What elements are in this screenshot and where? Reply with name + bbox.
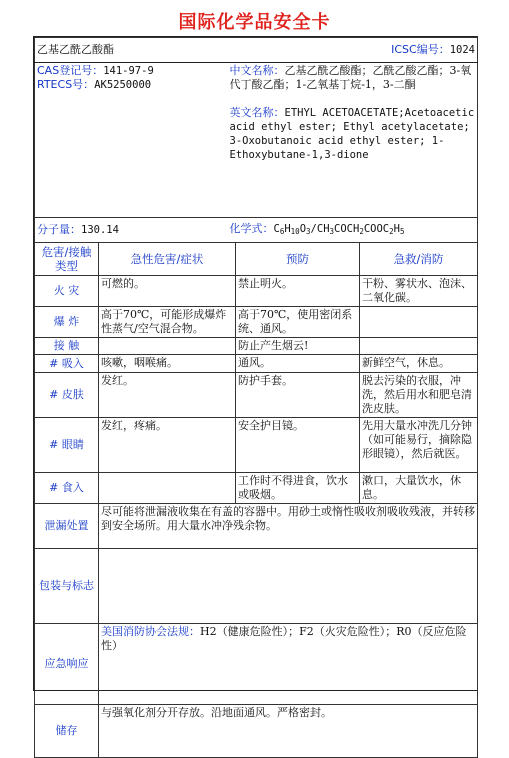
- rtecs-value: AK5250000: [94, 79, 152, 91]
- formula-element: H: [393, 222, 400, 235]
- hazard-type: # 眼睛: [35, 418, 99, 473]
- cas-line: [37, 64, 234, 78]
- hazard-symptoms: [99, 338, 236, 355]
- icsc-label: ICSC编号：: [391, 43, 450, 56]
- hazard-row-skin: [35, 373, 478, 418]
- hazard-prevention: 通风。: [236, 355, 360, 373]
- hazard-symptoms: 可燃的。: [99, 276, 236, 307]
- safety-card: [33, 36, 478, 737]
- formula-element: /CH: [310, 222, 330, 235]
- hazard-symptoms: 高于70℃，可能形成爆炸性蒸气/空气混合物。: [99, 307, 236, 338]
- identity-row: [35, 63, 478, 218]
- hazard-prevention: 防护手套。: [236, 373, 360, 418]
- formula-subscript: 5: [399, 226, 405, 236]
- hazard-symptoms: [99, 473, 236, 504]
- formula-subscript: 3: [329, 226, 335, 236]
- hazard-prevention: 防止产生烟云!: [236, 338, 360, 355]
- formula-element: COCH: [334, 222, 360, 235]
- emergency-prefix: 美国消防协会法规：: [101, 625, 200, 638]
- emergency-row: [35, 624, 478, 705]
- mw-value: 130.14: [81, 224, 119, 236]
- header-row: [35, 38, 478, 63]
- cas-label: CAS登记号：: [37, 64, 104, 77]
- cas-value: 141-97-9: [103, 65, 154, 77]
- hazard-symptoms: 发红，疼痛。: [99, 418, 236, 473]
- hazard-type-header: 危害/接触类型: [35, 243, 99, 276]
- hazard-first-aid: 干粉、雾状水、泡沫、二氧化碳。: [360, 276, 478, 307]
- first-aid-header: 急救/消防: [360, 243, 478, 276]
- hazard-prevention: 高于70℃，使用密闭系统、通风。: [236, 307, 360, 338]
- mw-label: 分子量：: [37, 223, 81, 236]
- cn-name-value: 乙基乙酰乙酸酯；乙酰乙酸乙酯；3-氧代丁酸乙酯；1-乙氧基丁烷-1，3-二酮: [229, 64, 472, 91]
- prevention-header: 预防: [236, 243, 360, 276]
- formula-subscript: 3: [306, 226, 311, 236]
- emergency-label: 应急响应: [35, 624, 99, 705]
- icsc-number: [391, 43, 475, 57]
- hazard-first-aid: [360, 338, 478, 355]
- hazard-type: # 皮肤: [35, 373, 99, 418]
- hazard-row-ingestion: [35, 473, 478, 504]
- formula-element: COOC: [363, 222, 390, 235]
- formula-subscript: 2: [389, 226, 394, 236]
- chemical-formula: [274, 223, 405, 235]
- packaging-label: 包装与标志: [35, 549, 99, 624]
- hazard-first-aid: 脱去污染的衣服，冲洗，然后用水和肥皂清洗皮肤。: [360, 373, 478, 418]
- formula-element: C: [273, 222, 280, 235]
- hazard-row-inhalation: [35, 355, 478, 373]
- hazard-prevention: 工作时不得进食，饮水或吸烟。: [236, 473, 360, 504]
- card-title: 国际化学品安全卡: [178, 12, 331, 33]
- spill-row: [35, 504, 478, 549]
- rtecs-line: [37, 78, 234, 92]
- packaging-text: [99, 549, 478, 624]
- hazard-row-explosion: [35, 307, 478, 338]
- hazard-row-eyes: [35, 418, 478, 473]
- formula-subscript: 2: [359, 226, 364, 236]
- cn-name-label: 中文名称：: [229, 64, 285, 77]
- cn-name-block: [230, 64, 476, 92]
- hazard-row-fire: [35, 276, 478, 307]
- formula-subscript: 10: [290, 226, 300, 236]
- spill-label: 泄漏处置: [35, 504, 99, 549]
- hazard-type: # 食入: [35, 473, 99, 504]
- packaging-row: [35, 549, 478, 624]
- hazard-prevention: 禁止明火。: [236, 276, 360, 307]
- formula-row: [35, 218, 478, 243]
- rtecs-label: RTECS号：: [37, 78, 95, 91]
- emergency-text: H2（健康危险性）；F2（火灾危险性）；R0（反应危险性）: [101, 625, 467, 652]
- storage-label: 储存: [35, 705, 99, 758]
- hazard-symptoms: 咳嗽，咽喉痛。: [99, 355, 236, 373]
- formula-element: H: [284, 222, 291, 235]
- hazard-first-aid: 漱口，大量饮水，休息。: [360, 473, 478, 504]
- en-name-value: ETHYL ACETOACETATE;Acetoacetic acid ethyl ester; Ethyl acetylacetate; 3-Oxobutanoic acid ethyl ester; 1-Ethoxybutane-1,3-dione: [229, 107, 475, 161]
- storage-row: [35, 705, 478, 758]
- hazard-first-aid: 先用大量水冲洗几分钟（如可能易行，摘除隐形眼镜），然后就医。: [360, 418, 478, 473]
- hazard-type: # 吸入: [35, 355, 99, 373]
- hazard-row-exposure: [35, 338, 478, 355]
- hazard-symptoms: 发红。: [99, 373, 236, 418]
- hazard-type: 接 触: [35, 338, 99, 355]
- hazard-first-aid: 新鲜空气，休息。: [360, 355, 478, 373]
- hazard-type: 火 灾: [35, 276, 99, 307]
- formula-label: 化学式：: [229, 221, 274, 235]
- chemical-name: 乙基乙酰乙酸酯: [37, 43, 114, 56]
- hazard-header-row: [35, 243, 478, 276]
- icsc-value: 1024: [449, 44, 476, 56]
- formula-element: O: [299, 222, 307, 235]
- hazard-first-aid: [360, 307, 478, 338]
- en-name-label: 英文名称：: [229, 106, 285, 119]
- en-name-block: [230, 106, 476, 162]
- spill-text: 尽可能将泄漏液收集在有盖的容器中。用砂土或惰性吸收剂吸收残液，并转移到安全场所。用大量水冲净残余物。: [99, 504, 478, 549]
- formula-subscript: 6: [279, 226, 285, 236]
- symptoms-header: 急性危害/症状: [99, 243, 236, 276]
- hazard-prevention: 安全护目镜。: [236, 418, 360, 473]
- storage-text: 与强氧化剂分开存放。沿地面通风。严格密封。: [99, 705, 478, 758]
- hazard-type: 爆 炸: [35, 307, 99, 338]
- card-table: [34, 37, 478, 758]
- emergency-content: [99, 624, 478, 705]
